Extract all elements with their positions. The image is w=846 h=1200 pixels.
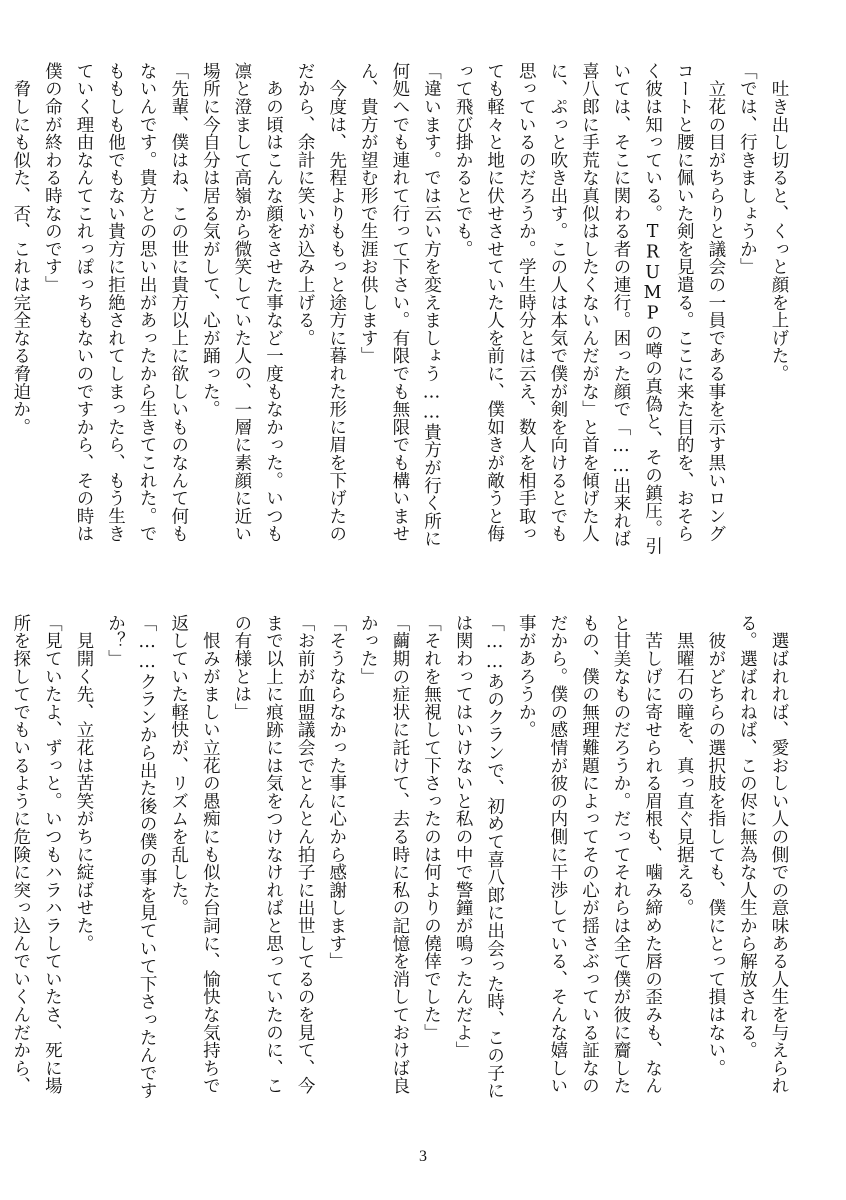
text-line: 「先輩、僕はね、この世に貴方以上に欲しいものなんて何も <box>168 62 189 543</box>
text-line: 凛と澄まして高嶺から微笑していた人の、一層に素顔に近い <box>231 62 252 543</box>
text-line: 「そうならなかった事に心から感謝します」 <box>326 614 347 970</box>
upper-text-block <box>10 62 794 577</box>
text-line: 「……あのクランで、初めて喜八郎に出会った時、この子に <box>484 614 505 1100</box>
text-line: 吐き出し切ると、くっと顔を上げた。 <box>769 62 789 383</box>
text-line: って飛び掛かるとでも。 <box>453 62 474 258</box>
text-line: 思っているのだろうか。学生時分とは云え、数人を相手取っ <box>516 62 537 543</box>
text-line: 何処へでも連れて行って下さい。有限でも無限でも構いませ <box>389 62 410 543</box>
text-line: に、ぷっと吹き出す。この人は本気で僕が剣を向けるとでも <box>547 62 568 543</box>
text-line: ないんです。貴方との思い出があったから生きてこれた。で <box>137 62 158 543</box>
text-line: く彼は知っている。TRUMPの噂の真偽と、その鎮圧。引 <box>642 62 663 556</box>
text-line: 選ばれれば、愛おしい人の側での意味ある人生を与えられ <box>769 614 789 1095</box>
text-line: 今度は、先程よりももっと途方に暮れた形に眉を下げたの <box>326 62 347 543</box>
text-line: もの、僕の無理難題によってその心が揺さぶっている証なの <box>579 614 600 1095</box>
text-line: 返していた軽快が、リズムを乱した。 <box>168 614 189 917</box>
text-line: 場所に今自分は居る気がして、心が踊った。 <box>200 62 221 418</box>
text-line: 所を探してでもいるように危険に突っ込んでいくんだから、 <box>10 614 31 1095</box>
text-line: いては、そこに関わる者の連行。困った顔で「……出来れば <box>611 62 632 548</box>
text-line: あの頃はこんな顔をさせた事など一度もなかった。いつも <box>263 62 284 543</box>
text-line: の有様とは」 <box>231 614 252 721</box>
text-line: 恨みがましい立花の愚痴にも似た台詞に、愉快な気持ちで <box>200 614 221 1095</box>
text-line: まで以上に痕跡には気をつけなければと思っていたのに、こ <box>263 614 284 1095</box>
text-line: 喜八郎に手荒な真似はしたくないんだがな」と首を傾げた人 <box>579 62 600 543</box>
text-line: 苦しげに寄せられる眉根も、噛み締めた唇の歪みも、なん <box>642 614 663 1095</box>
text-line: 「お前が血盟議会でとんとん拍子に出世してるのを見て、今 <box>295 614 316 1095</box>
text-line: ん、貴方が望む形で生涯お供します」 <box>358 62 379 365</box>
text-line: か？」 <box>105 614 126 668</box>
text-line: かった」 <box>358 614 379 686</box>
text-line: コートと腰に佩いた剣を見遣る。ここに来た目的を、おそら <box>674 62 695 543</box>
text-line: は関わってはいけないと私の中で警鐘が鳴ったんだよ」 <box>453 614 474 1059</box>
text-line: 僕の命が終わる時なのです」 <box>42 62 63 294</box>
text-line: 「見ていたよ、ずっと。いつもハラハラしていたさ、死に場 <box>42 614 63 1095</box>
page-number: 3 <box>419 1148 427 1165</box>
text-line: 黒曜石の瞳を、真っ直ぐ見据える。 <box>674 614 695 917</box>
text-line: ても軽々と地に伏せさせていた人を前に、僕如きが敵うと侮 <box>484 62 505 543</box>
text-line: と甘美なものだろうか。だってそれらは全て僕が彼に齎した <box>611 614 632 1095</box>
text-line: だから、余計に笑いが込み上げる。 <box>295 62 316 347</box>
lower-text-block <box>10 614 794 1134</box>
text-line: 「それを無視して下さったのは何よりの僥倖でした」 <box>421 614 442 1042</box>
text-line: ももしも他でもない貴方に拒絶されてしまったら、もう生き <box>105 62 126 543</box>
text-line: 「違います。では云い方を変えましょう……貴方が行く所に <box>421 62 442 548</box>
text-line: 事があろうか。 <box>516 614 537 739</box>
text-line: 見開く先、立花は苦笑がちに綻ばせた。 <box>73 614 94 953</box>
text-line <box>0 62 4 577</box>
text-line: ていく理由なんてこれっぽっちもないのですから、その時は <box>73 62 94 543</box>
text-line: 「では、行きましょうか」 <box>737 62 758 276</box>
text-line: 彼がどちらの選択肢を指しても、僕にとって損はない。 <box>705 614 726 1077</box>
text-line: る。選ばれねば、この侭に無為な人生から解放される。 <box>737 614 758 1059</box>
text-line: 「……クランから出た後の僕の事を見ていて下さったんです <box>137 614 158 1100</box>
text-line: だから。僕の感情が彼の内側に干渉している、そんな嬉しい <box>547 614 568 1095</box>
text-line: 脅しにも似た、否、これは完全なる脅迫か。 <box>10 62 31 436</box>
text-line: 立花の目がちらりと議会の一員である事を示す黒いロング <box>705 62 726 543</box>
text-line: 「繭期の症状に託けて、去る時に私の記憶を消しておけば良 <box>389 614 410 1095</box>
